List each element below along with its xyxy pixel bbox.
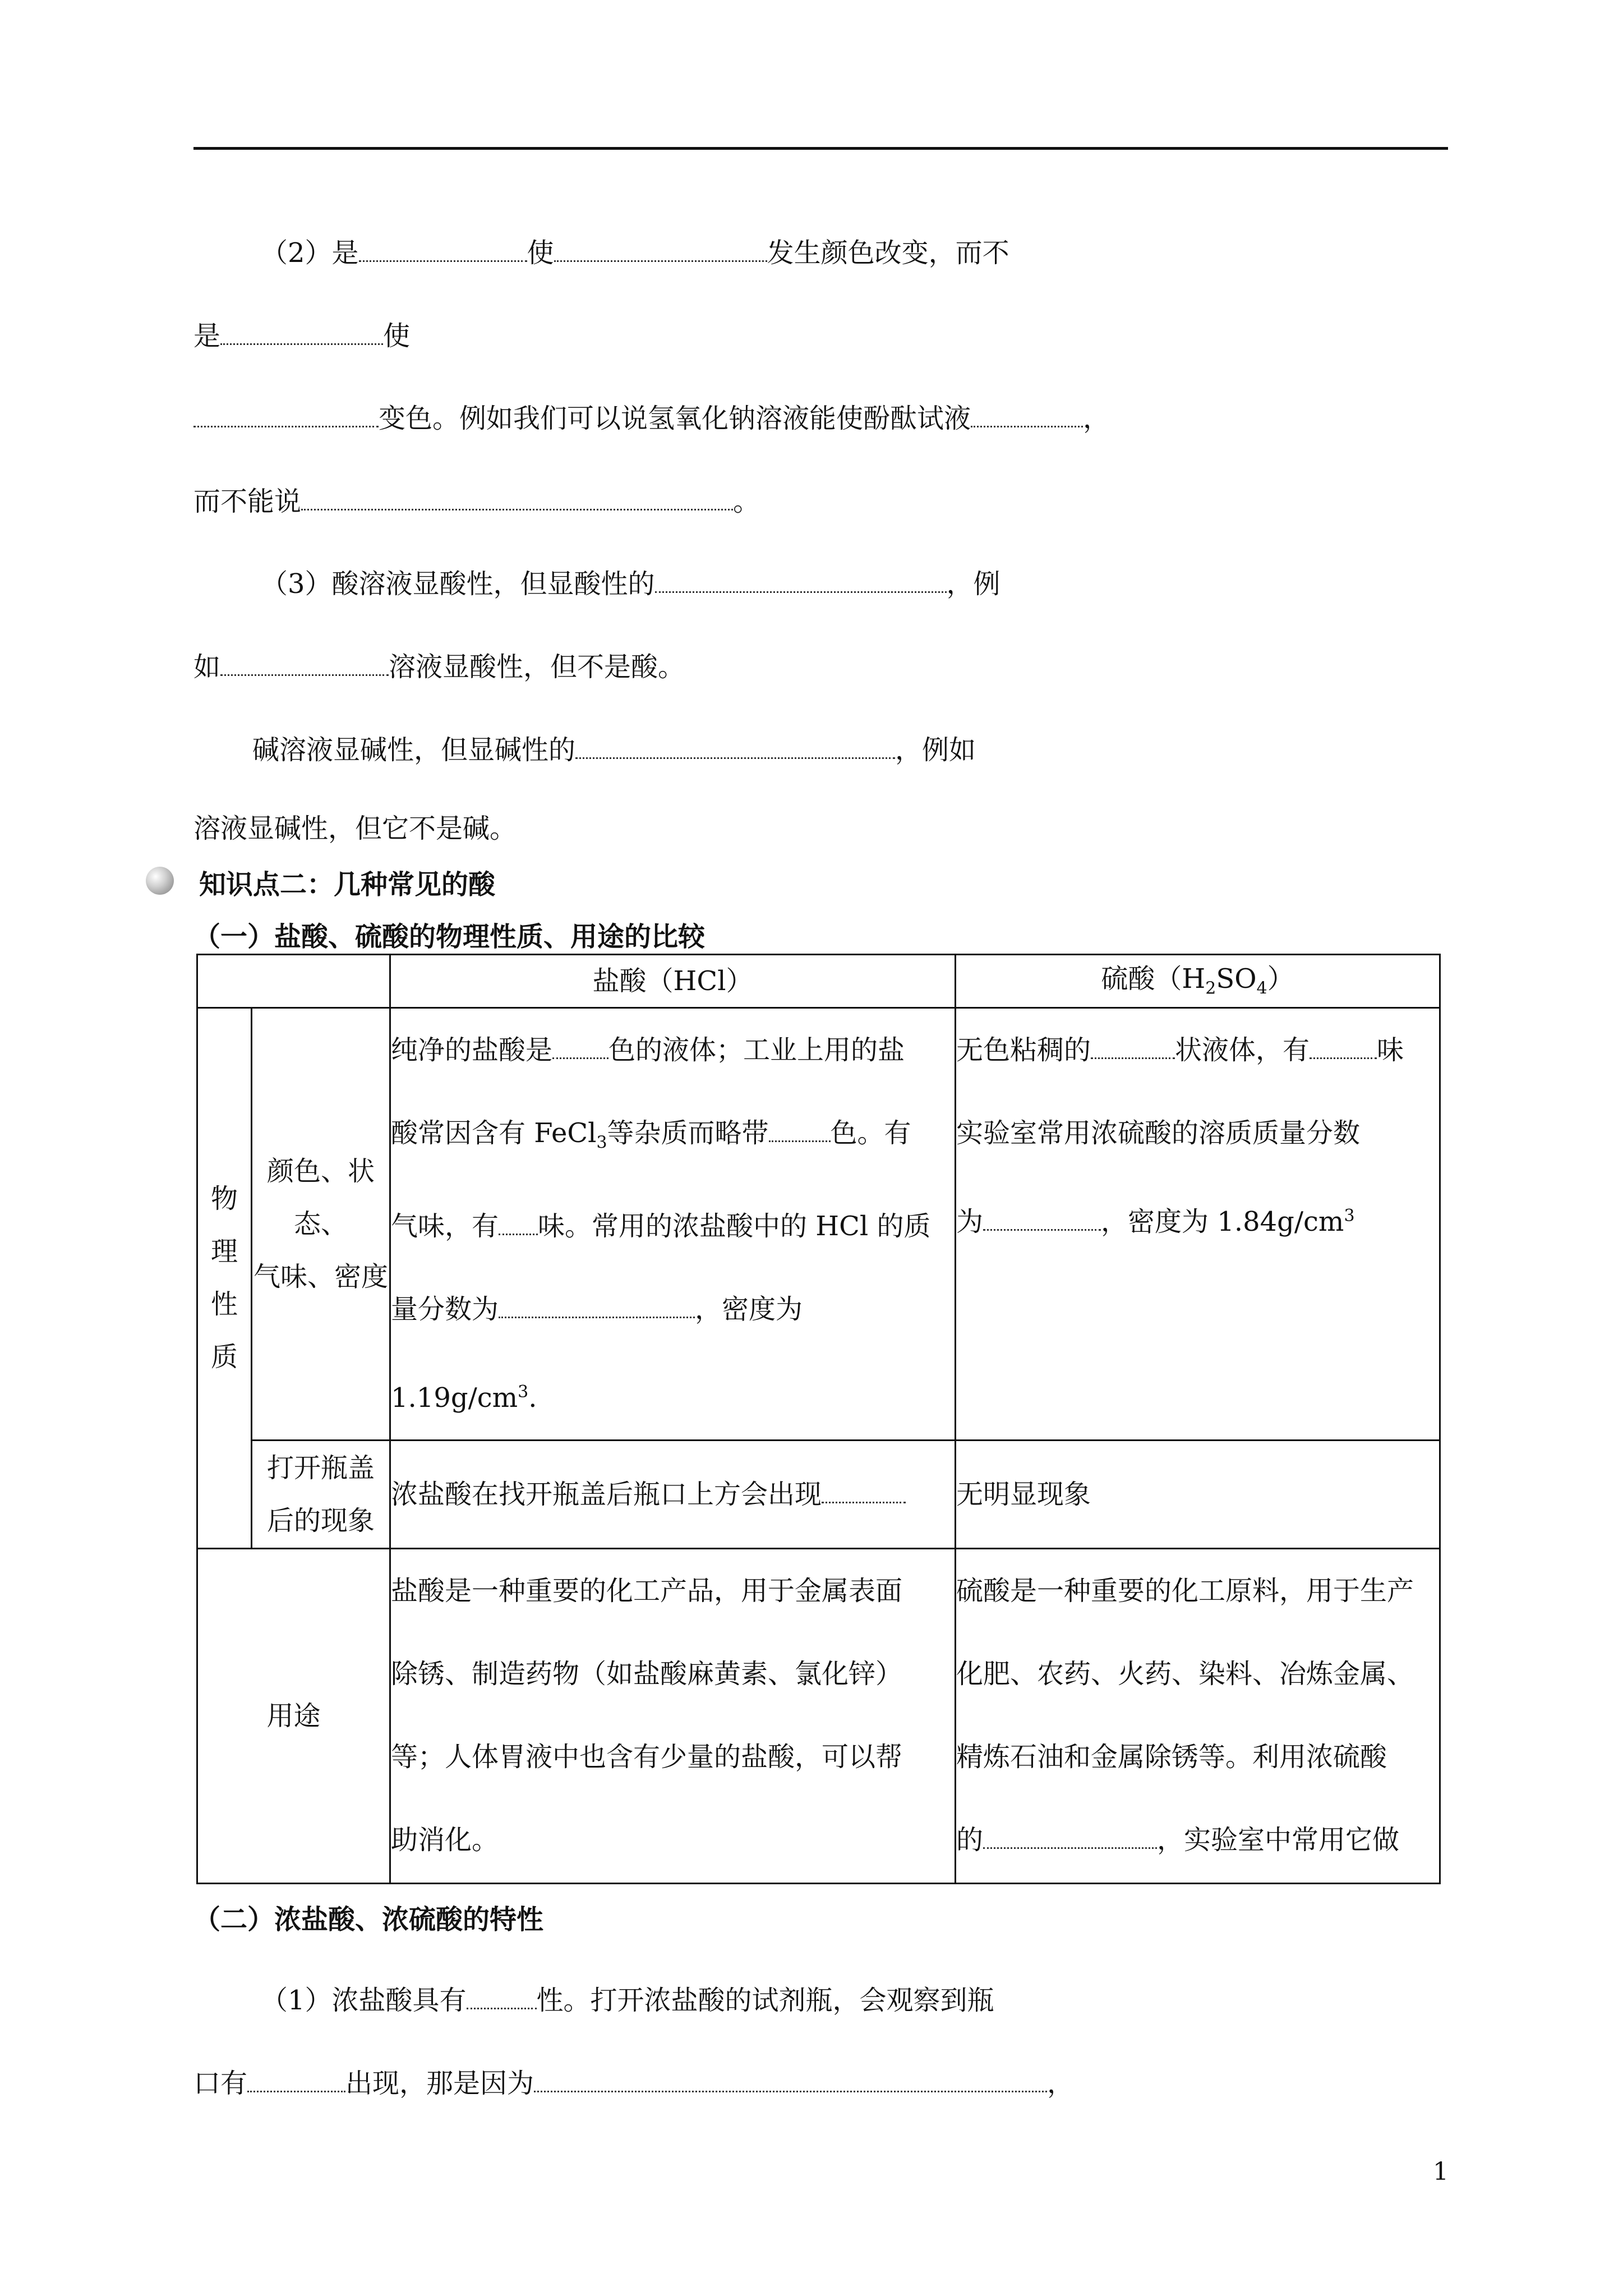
fill-blank (301, 484, 733, 510)
hcl-physical-cell: 纯净的盐酸是 色的液体；工业上用的盐 酸常因含有 FeCl$_3$等杂质而略带 色。有 气味，有 味。常用的浓盐酸中的 HCl 的质 量分数为 ，密度为 $1.19g/cm^3$. (390, 1008, 956, 1441)
para-b1-line2: 口有 出现，那是因为 ， (193, 2066, 1074, 2097)
fill-blank (499, 1292, 695, 1318)
fill-blank (359, 236, 527, 262)
fill-blank (1310, 1033, 1377, 1059)
table-corner-cell (197, 955, 390, 1008)
h2so4-physical-cell: 无色粘稠的 状液体，有 味 实验室常用浓硫酸的溶质质量分数 为 ，密度为 $1.84g/cm^3$ (956, 1008, 1440, 1441)
fill-blank (467, 1983, 537, 2009)
bullet-icon (146, 867, 174, 895)
fill-blank (655, 567, 947, 593)
hcl-use-cell: 盐酸是一种重要的化工产品，用于金属表面 除锈、制造药物（如盐酸麻黄素、氯化锌） 等；人体胃液中也含有少量的盐酸，可以帮 助消化。 (390, 1548, 956, 1883)
fill-blank (193, 401, 379, 427)
fill-blank (554, 236, 767, 262)
header-rule (193, 147, 1448, 150)
fill-blank (552, 1033, 608, 1059)
table-header-h2so4: 硫酸$(H_2SO_4)$ (956, 955, 1440, 1008)
fill-blank (822, 1477, 906, 1503)
color-state-label: 颜色、状态、 气味、密度 (252, 1008, 390, 1441)
subsection-title-2: （二）浓盐酸、浓硫酸的特性 (193, 1904, 544, 1935)
fill-blank (983, 1823, 1157, 1849)
fill-blank (575, 733, 895, 759)
fill-blank (247, 2066, 345, 2092)
para-b1-line1: （1）浓盐酸具有 性。打开浓盐酸的试剂瓶，会观察到瓶 (261, 1983, 994, 2014)
fill-blank (983, 1204, 1101, 1231)
hcl-open-cell: 浓盐酸在找开瓶盖后瓶口上方会出现 (390, 1440, 956, 1548)
fill-blank (971, 401, 1083, 427)
fill-blank (499, 1209, 538, 1235)
fill-blank (220, 650, 389, 676)
para2-line1: （2）是 使 发生颜色改变，而不 (261, 236, 1009, 266)
para3-line2: 如 溶液显酸性，但不是酸。 (193, 650, 685, 680)
fill-blank (769, 1116, 831, 1142)
para2-line3: 变色。例如我们可以说氢氧化钠溶液能使酚酞试液 ， (193, 401, 1110, 432)
para2-line4: 而不能说 。 (193, 484, 760, 515)
use-label: 用途 (197, 1548, 390, 1883)
open-bottle-label: 打开瓶盖 后的现象 (252, 1440, 390, 1548)
comparison-table (196, 954, 1441, 1884)
section-title: 知识点二：几种常见的酸 (199, 869, 496, 900)
para2-line2: 是 使 (193, 319, 410, 349)
para3-line1: （3）酸溶液显酸性，但显酸性的 ，例 (261, 567, 1000, 597)
h2so4-open-cell: 无明显现象 (956, 1440, 1440, 1548)
para3-line3: 碱溶液显碱性，但显碱性的 ，例如 (252, 733, 976, 763)
table-header-hcl: 盐酸（HCl） (390, 955, 956, 1008)
h2so4-use-cell: 硫酸是一种重要的化工原料，用于生产 化肥、农药、火药、染料、冶炼金属、 精炼石油和金属除锈等。利用浓硫酸 的 ，实验室中常用它做 (956, 1548, 1440, 1883)
page-number: 1 (1433, 2157, 1449, 2186)
fill-blank (220, 319, 383, 345)
physical-properties-label: 物 理 性 质 (197, 1008, 252, 1549)
fill-blank (1091, 1033, 1175, 1059)
subsection-title-1: （一）盐酸、硫酸的物理性质、用途的比较 (193, 921, 706, 953)
fill-blank (534, 2066, 1047, 2092)
para3-line4: 溶液显碱性，但它不是碱。 (193, 813, 517, 844)
